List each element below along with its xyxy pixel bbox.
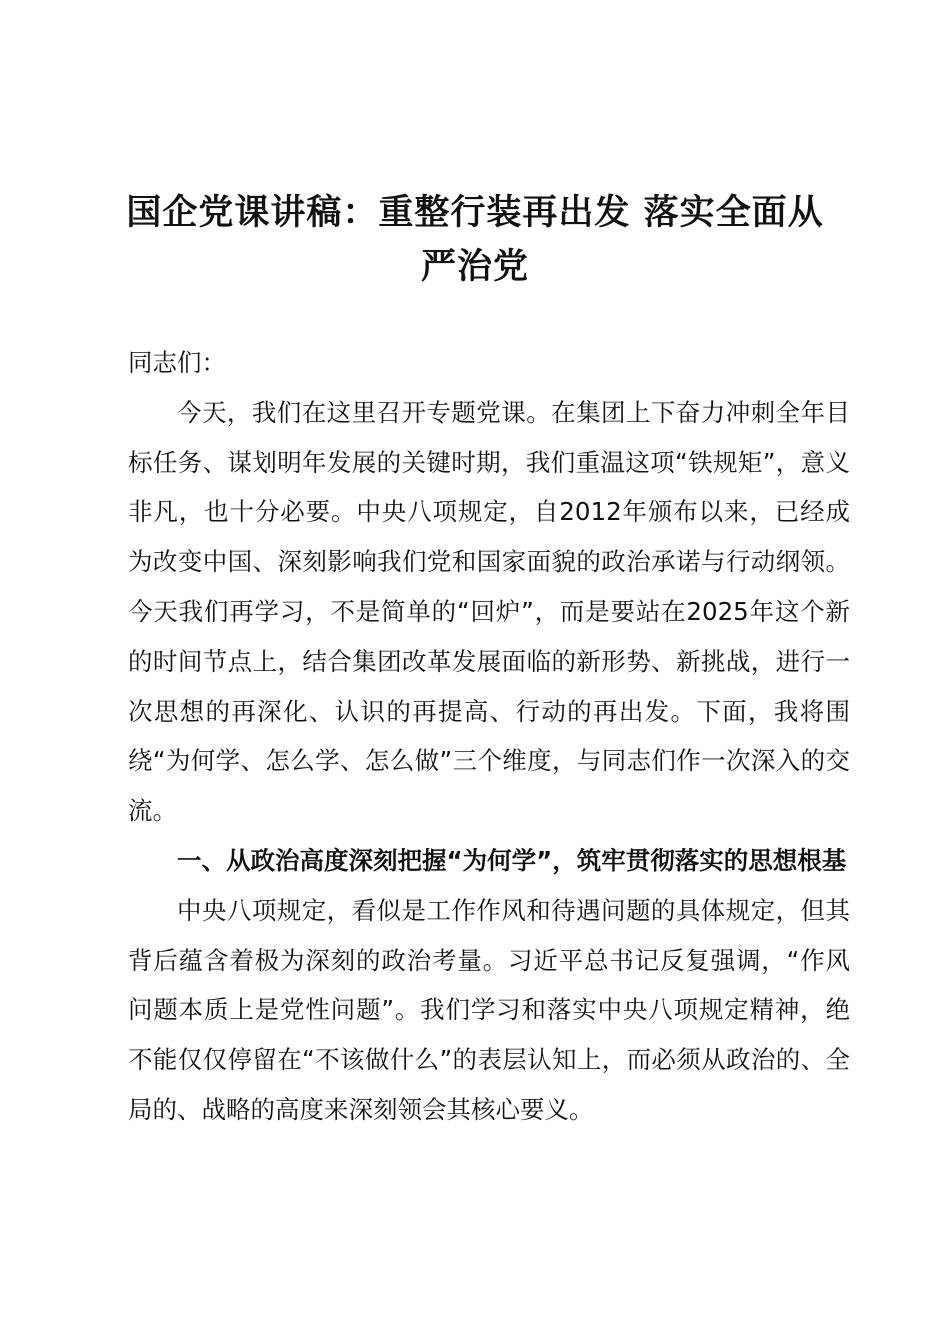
document-body — [128, 338, 850, 1135]
section-heading-1: 一、从政治高度深刻把握“为何学”，筑牢贯彻落实的思想根基 — [177, 845, 847, 875]
paragraph-intro: 今天，我们在这里召开专题党课。在集团上下奋力冲刺全年目标任务、谋划明年发展的关键时期，我们重温这项“铁规矩”，意义非凡，也十分必要。中央八项规定，自2012年颁布以来，已经成为改变中国、深刻影响我们党和国家面貌的政治承诺与行动纲领。今天我们再学习，不是简单的“回炉”，而是要站在2025年这个新的时间节点上，结合集团改革发展面临的新形势、新挑战，进行一次思想的再深化、认识的再提高、行动的再出发。下面，我将围绕“为何学、怎么学、怎么做”三个维度，与同志们作一次深入的交流。 — [128, 397, 850, 826]
salutation: 同志们： — [128, 348, 226, 377]
paragraph-section-1: 中央八项规定，看似是工作作风和待遇问题的具体规定，但其背后蕴含着极为深刻的政治考量。习近平总书记反复强调，“作风问题本质上是党性问题”。我们学习和落实中央八项规定精神，绝不能仅仅停留在“不该做什么”的表层认知上，而必须从政治的、全局的、战略的高度来深刻领会其核心要义。 — [128, 895, 850, 1124]
document-title: 国企党课讲稿：重整行装再出发 落实全面从严治党 — [126, 193, 824, 287]
